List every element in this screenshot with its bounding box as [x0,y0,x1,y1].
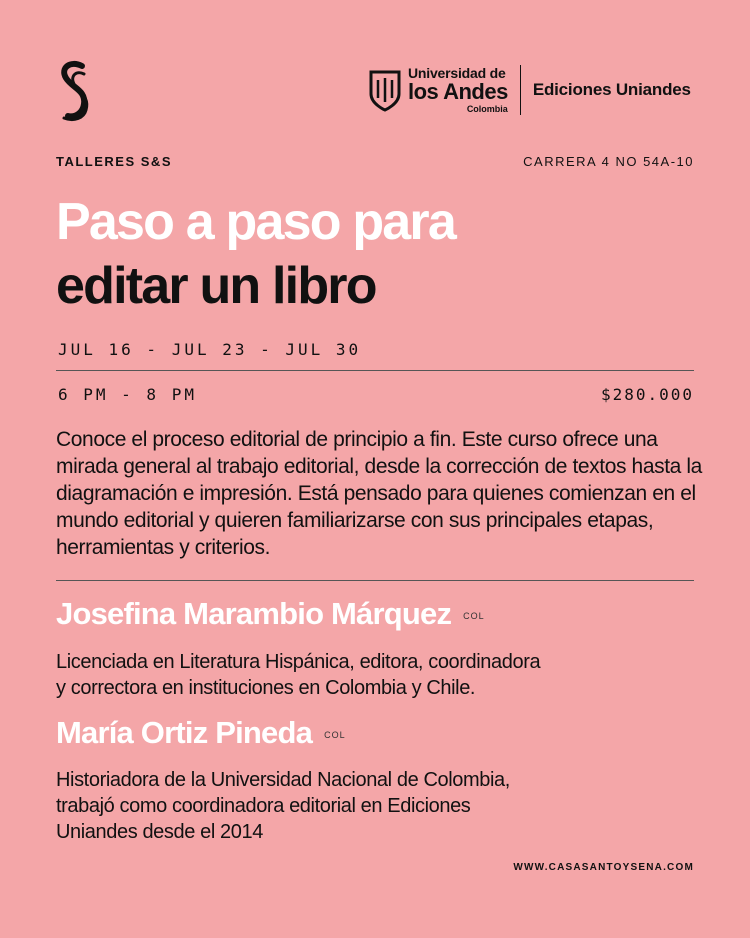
title-line1: Paso a paso para [56,193,455,251]
divider [56,580,694,581]
speaker-country: COL [324,729,346,740]
speaker-bio [56,649,676,701]
uniandes-wordmark [408,66,508,114]
speaker-bio-line: y correctora en instituciones en Colombia y Chile. [56,677,476,699]
speaker-bio-line: Uniandes desde el 2014 [56,821,263,843]
price-label: $280.000 [600,385,694,404]
uniandes-logo [368,62,691,118]
divider [56,370,694,371]
speaker-bio-line: Licenciada en Literatura Hispánica, editora, coordinadora [56,651,541,673]
website-link[interactable]: WWW.CASASANTOYSENA.COM [513,862,694,873]
ediciones-uniandes-label: Ediciones Uniandes [532,80,691,99]
uniandes-crest-icon [368,68,402,112]
hours-label: 6 PM - 8 PM [58,385,197,404]
speaker-name-text: Josefina Marambio Márquez [56,596,452,631]
course-description: Conoce el proceso editorial de principio a fin. Este curso ofrece una mirada general al trabajo editorial, desde la corrección de textos hasta la diagramación e impresión. Está pensado para quienes comienzan en el mundo editorial y quieren familiarizarse con sus principales etapas, herramientas y criterios. [56,428,702,559]
uniandes-line2: los Andes [408,79,508,104]
speaker-bio-line: Historiadora de la Universidad Nacional de Colombia, [56,769,510,791]
address-label: CARRERA 4 NO 54A-10 [523,154,694,169]
speaker-name [56,715,346,751]
double-s-icon [56,60,92,124]
speaker-name-text: María Ortiz Pineda [56,715,313,750]
title-line2: editar un libro [56,257,376,315]
speaker-bio [56,767,676,845]
logo-divider [520,65,521,115]
uniandes-line3: Colombia [466,104,508,114]
uniandes-line1: Universidad de [408,65,506,81]
speaker-bio-line: trabajó como coordinadora editorial en Ediciones [56,795,471,817]
speaker-name [56,596,485,632]
dates-label: JUL 16 - JUL 23 - JUL 30 [58,340,362,359]
series-label: TALLERES S&S [56,154,172,169]
speaker-country: COL [463,610,485,621]
